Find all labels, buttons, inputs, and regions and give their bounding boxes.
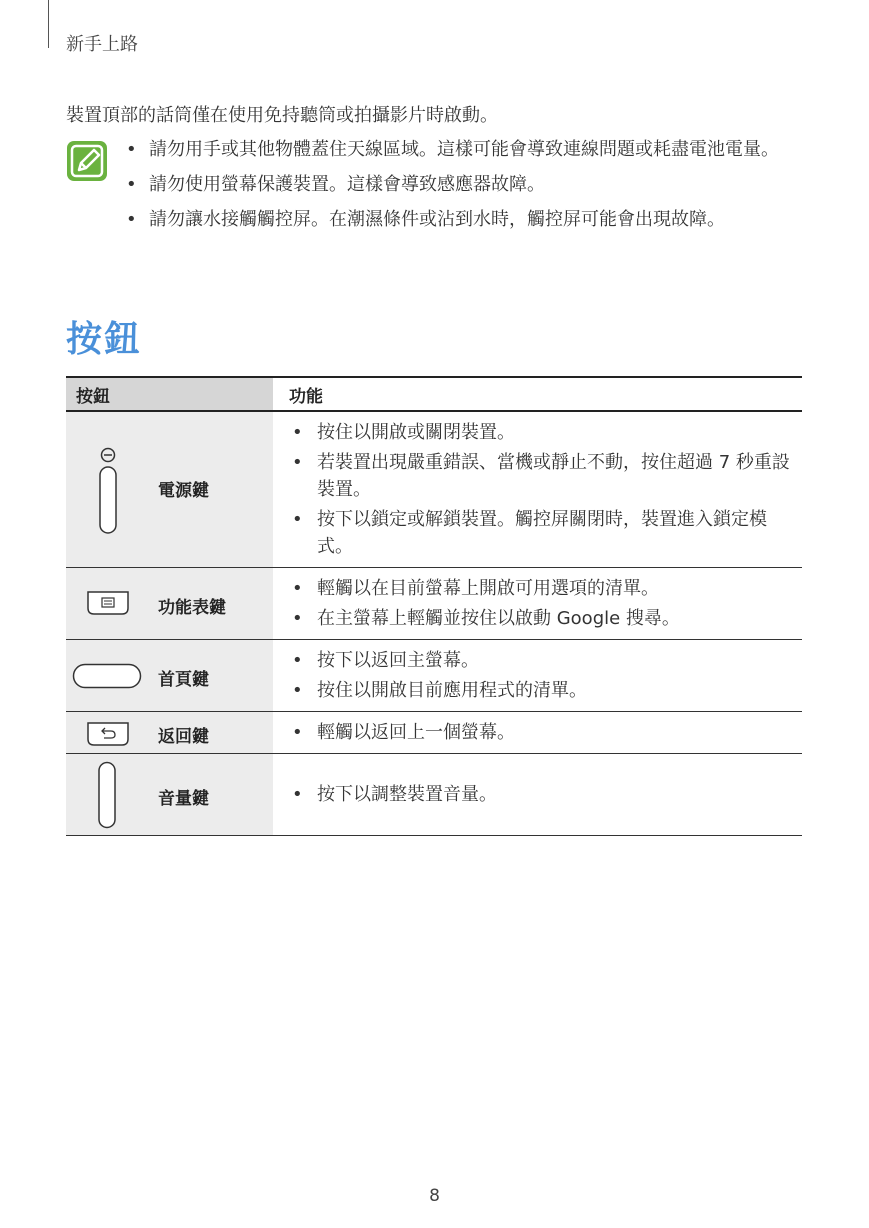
function-item: • 若裝置出現嚴重錯誤、當機或靜止不動，按住超過 7 秒重設裝置。: [287, 449, 790, 503]
table-row: [66, 568, 802, 640]
function-list: [287, 647, 790, 704]
header-title: 新手上路: [66, 34, 138, 55]
volume-key-icon: [97, 761, 117, 829]
table-row: [66, 411, 802, 568]
function-list: [287, 781, 790, 808]
table-row: [66, 712, 802, 754]
header-divider: [48, 0, 49, 48]
table-row: [66, 640, 802, 712]
buttons-table: [66, 376, 802, 836]
note-item: • 請勿用手或其他物體蓋住天線區域。這樣可能會導致連線問題或耗盡電池電量。: [122, 136, 822, 163]
page-number: 8: [429, 1186, 440, 1206]
function-item: • 輕觸以在目前螢幕上開啟可用選項的清單。: [287, 575, 790, 602]
home-key-label: 首頁鍵: [158, 669, 209, 690]
menu-key-label: 功能表鍵: [158, 597, 226, 618]
function-item: • 按下以返回主螢幕。: [287, 647, 790, 674]
function-item: • 按下以鎖定或解鎖裝置。觸控屏關閉時，裝置進入鎖定模式。: [287, 506, 790, 560]
function-item: • 按住以開啟目前應用程式的清單。: [287, 677, 790, 704]
note-item: • 請勿使用螢幕保護裝置。這樣會導致感應器故障。: [122, 171, 822, 198]
function-list: [287, 575, 790, 632]
section-title: 按鈕: [66, 319, 143, 360]
notes-list: [122, 136, 822, 241]
menu-key-icon: [86, 590, 130, 616]
function-item: • 按下以調整裝置音量。: [287, 781, 790, 808]
note-pencil-icon: [66, 140, 108, 182]
function-item: • 在主螢幕上輕觸並按住以啟動 Google 搜尋。: [287, 605, 790, 632]
power-key-icon: [96, 445, 120, 535]
function-list: [287, 419, 790, 560]
power-key-label: 電源鍵: [158, 481, 209, 501]
table-row: [66, 754, 802, 836]
table-header-function: 功能: [273, 377, 802, 411]
intro-text: 裝置頂部的話筒僅在使用免持聽筒或拍攝影片時啟動。: [66, 105, 498, 126]
note-item: • 請勿讓水接觸觸控屏。在潮濕條件或沾到水時，觸控屏可能會出現故障。: [122, 206, 822, 233]
function-list: [287, 719, 790, 746]
back-key-icon: [86, 721, 130, 747]
function-item: • 輕觸以返回上一個螢幕。: [287, 719, 790, 746]
table-header-button: 按鈕: [66, 377, 273, 411]
function-item: • 按住以開啟或關閉裝置。: [287, 419, 790, 446]
back-key-label: 返回鍵: [158, 726, 209, 747]
home-key-icon: [72, 663, 142, 689]
volume-key-label: 音量鍵: [158, 789, 209, 809]
